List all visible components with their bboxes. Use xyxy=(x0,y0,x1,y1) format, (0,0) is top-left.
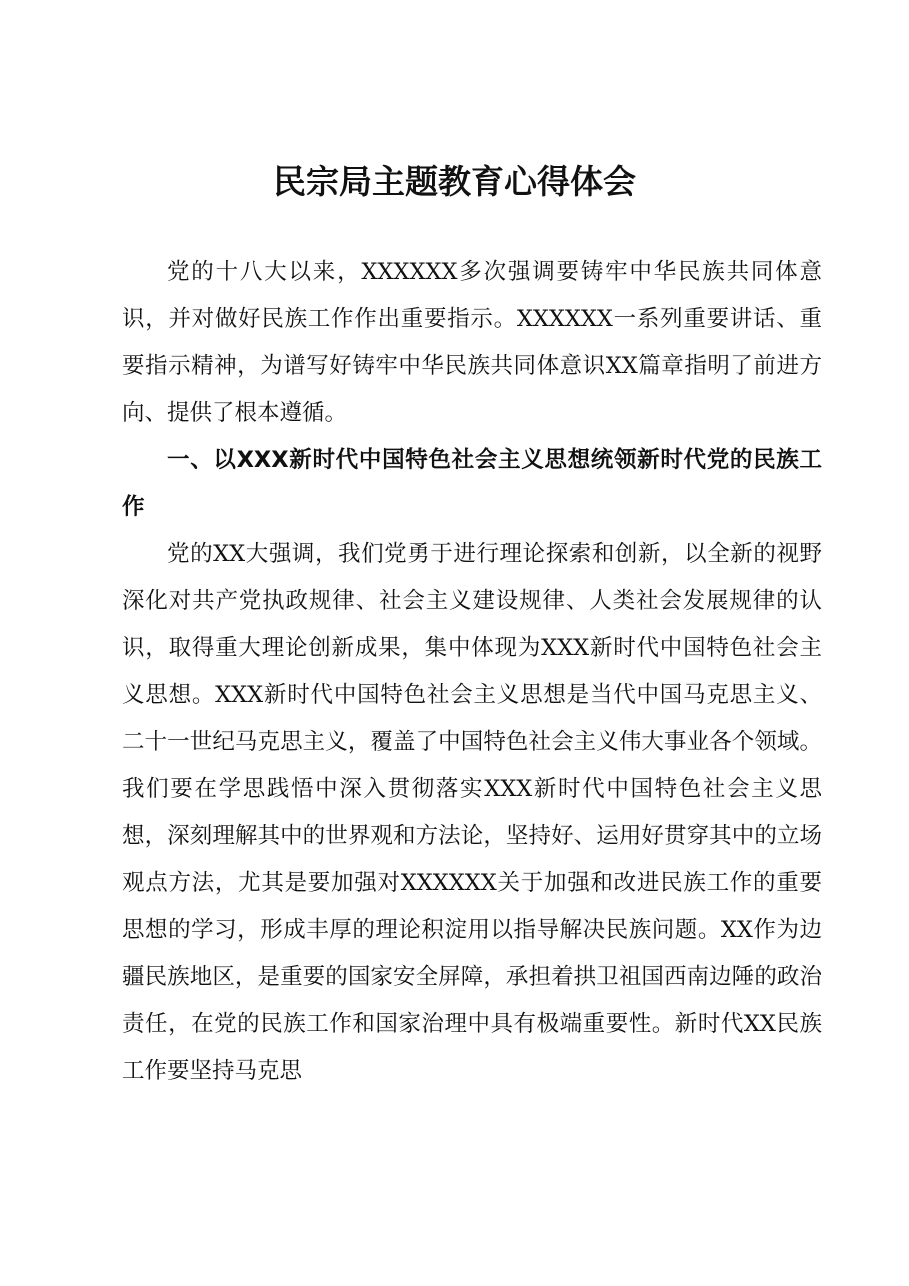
section-heading-1: 一、以XXX新时代中国特色社会主义思想统领新时代党的民族工作 xyxy=(122,447,822,520)
section-1-paragraph: 党的XX大强调，我们党勇于进行理论探索和创新，以全新的视野深化对共产党执政规律、社会主义建设规律、人类社会发展规律的认识，取得重大理论创新成果，集中体现为XXX新时代中国特色社会主义思想。XXX新时代中国特色社会主义思想是当代中国马克思主义、二十一世纪马克思主义，覆盖了中国特色社会主义伟大事业各个领域。我们要在学思践悟中深入贯彻落实XXX新时代中国特色社会主义思想，深刻理解其中的世界观和方法论，坚持好、运用好贯穿其中的立场观点方法，尤其是要加强对XXXXXX关于加强和改进民族工作的重要思想的学习，形成丰厚的理论积淀用以指导解决民族问题。XX作为边疆民族地区，是重要的国家安全屏障，承担着拱卫祖国西南边陲的政治责任，在党的民族工作和国家治理中具有极端重要性。新时代XX民族工作要坚持马克思 xyxy=(122,541,822,1084)
document-body xyxy=(122,249,822,1095)
intro-paragraph: 党的十八大以来，XXXXXX多次强调要铸牢中华民族共同体意识，并对做好民族工作作出重要指示。XXXXXX一系列重要讲话、重要指示精神，为谱写好铸牢中华民族共同体意识XX篇章指明了前进方向、提供了根本遵循。 xyxy=(122,259,822,426)
document-title: 民宗局主题教育心得体会 xyxy=(273,162,636,201)
